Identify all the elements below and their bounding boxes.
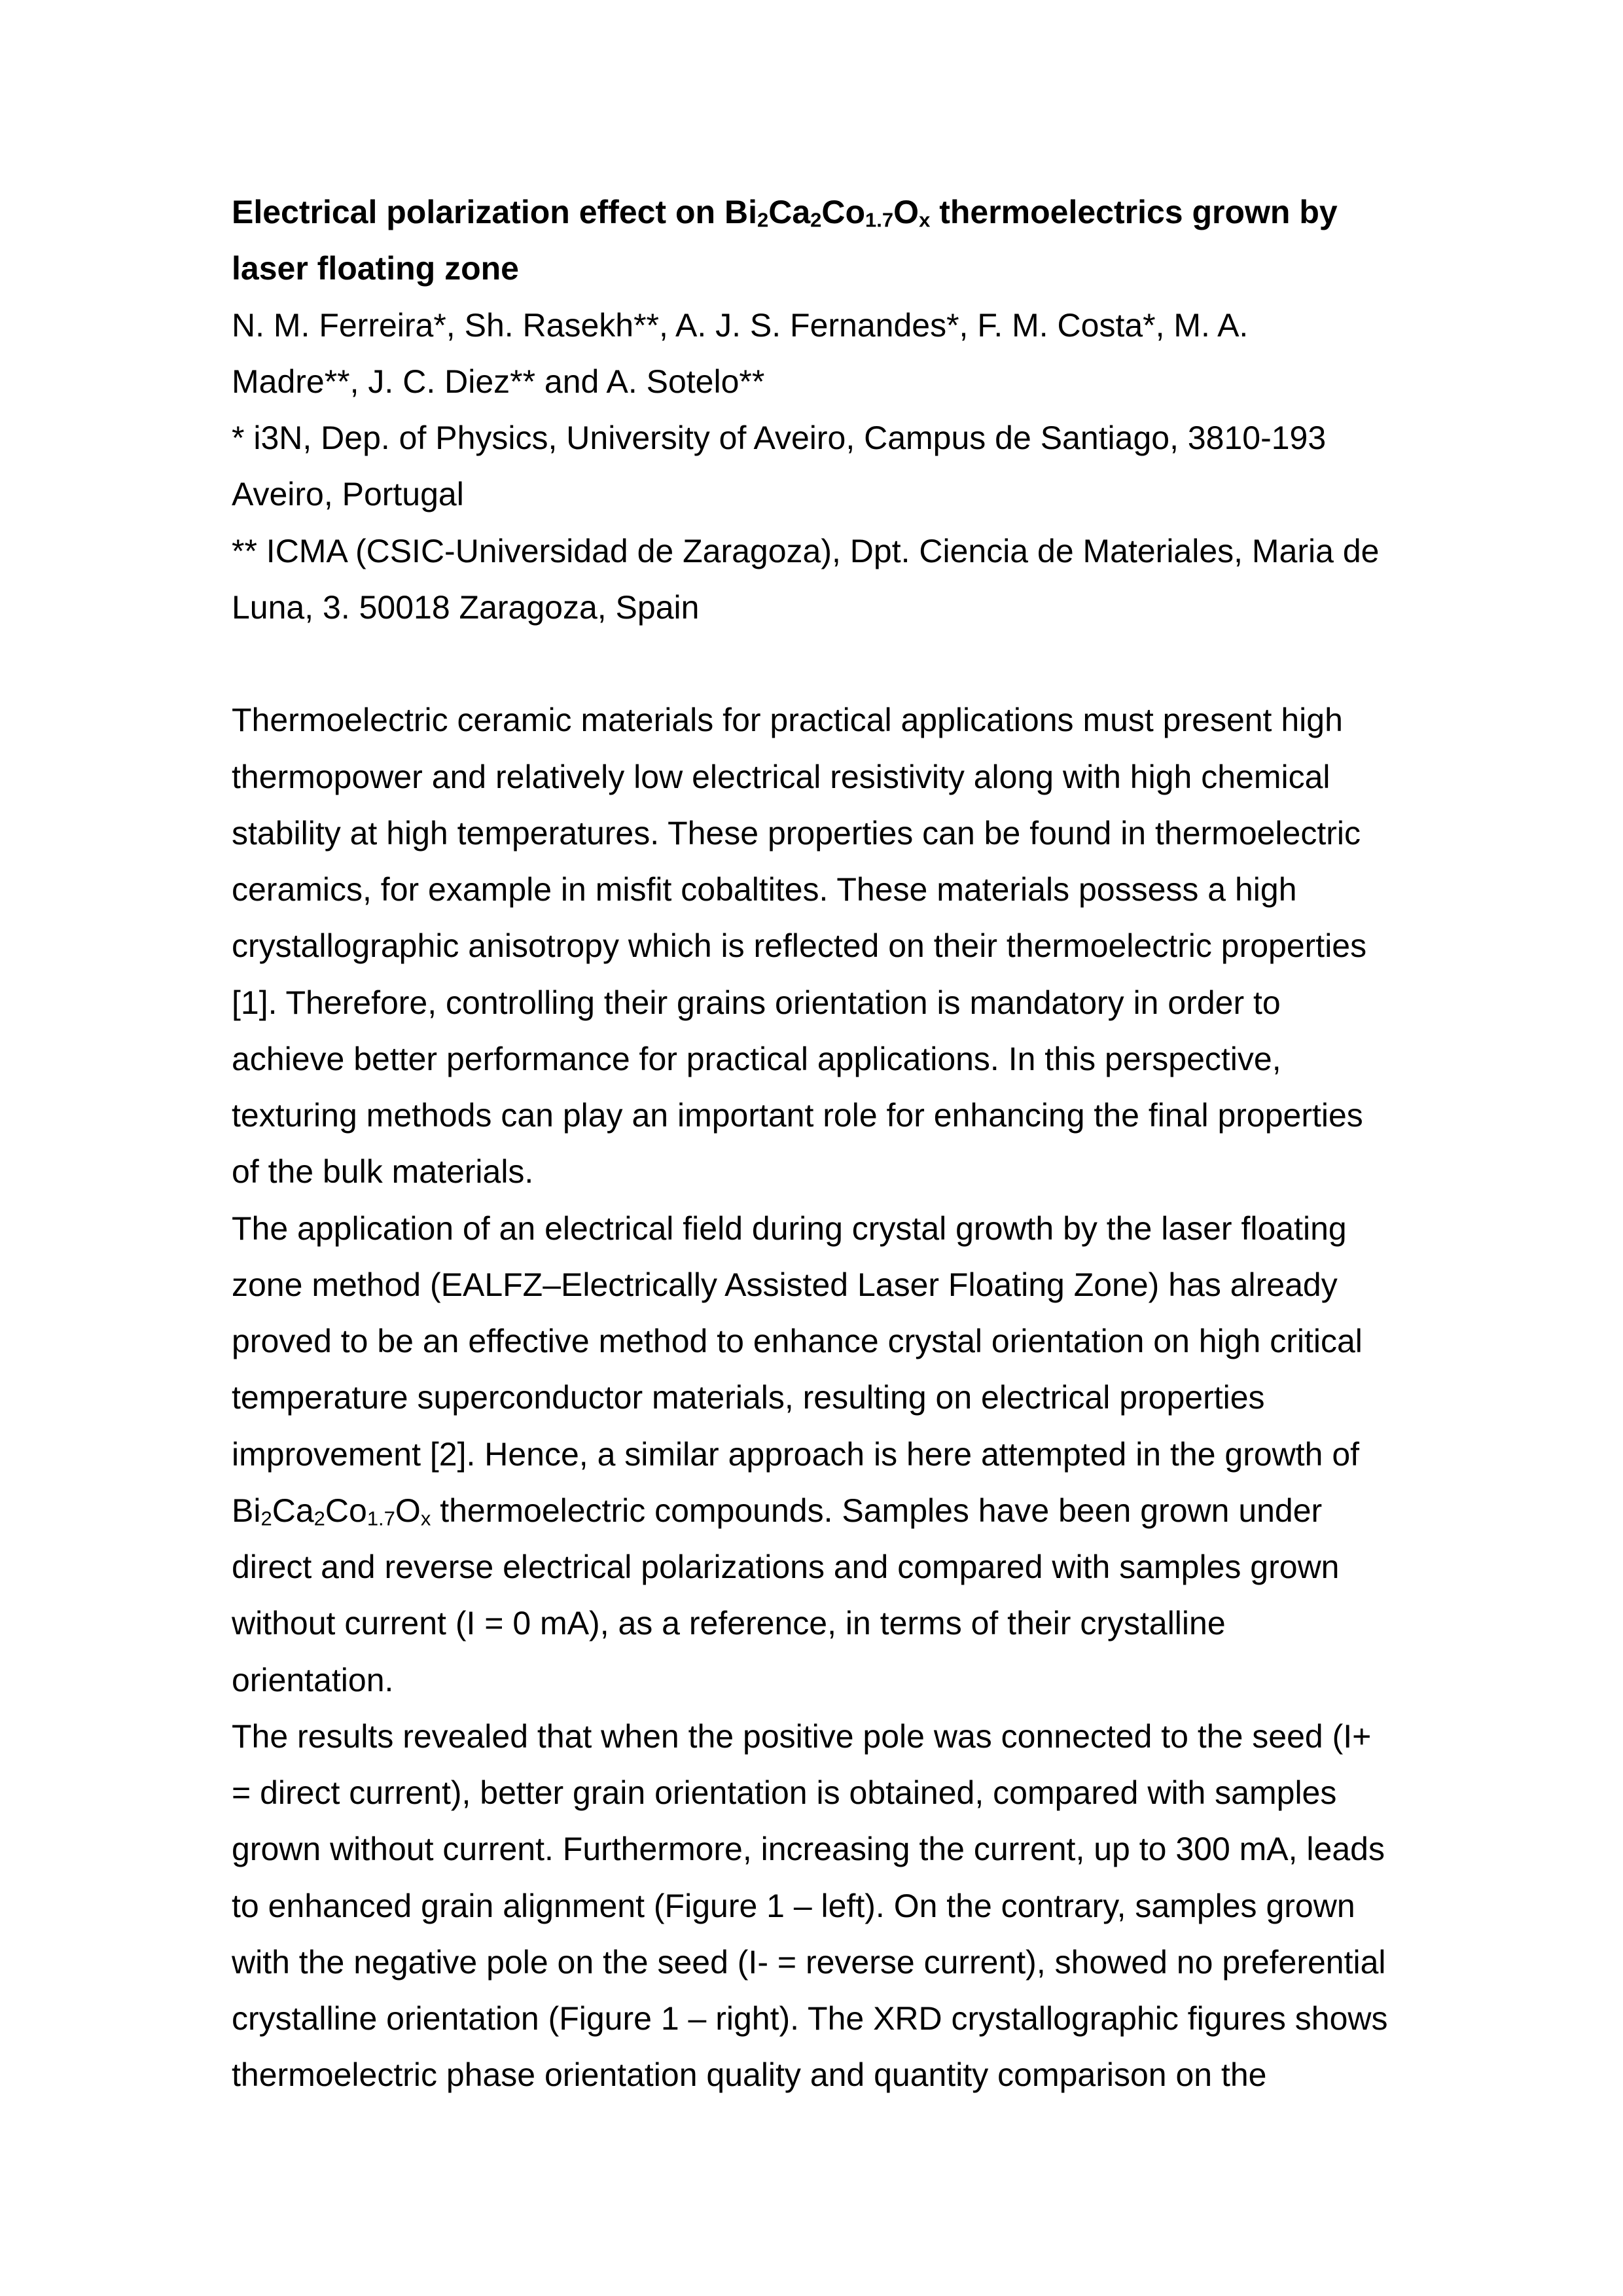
paper-title [232,184,1391,297]
abstract-body [232,692,1391,2103]
text-line: with the negative pole on the seed (I- = reverse current), showed no preferential [232,1943,1386,1981]
text-line: = direct current), better grain orientation is obtained, compared with samples [232,1774,1337,1811]
text-line: The application of an electrical field during crystal growth by the laser floating [232,1210,1347,1247]
text-line: crystallographic anisotropy which is reflected on their thermoelectric properties [232,927,1367,965]
text-line: ** ICMA (CSIC-Universidad de Zaragoza), Dpt. Ciencia de Materiales, Maria de [232,532,1380,569]
text-line: N. M. Ferreira*, Sh. Rasekh**, A. J. S. Fernandes*, F. M. Costa*, M. A. [232,306,1249,344]
paper-authors [232,297,1391,410]
text-line: proved to be an effective method to enhance crystal orientation on high critical [232,1323,1363,1359]
text-line: laser floating zone [232,250,519,287]
text-line: stability at high temperatures. These properties can be found in thermoelectric [232,814,1361,852]
text-line: orientation. [232,1661,394,1698]
text-line: improvement [2]. Hence, a similar approach is here attempted in the growth of [232,1435,1360,1473]
text-line: grown without current. Furthermore, increasing the current, up to 300 mA, leads [232,1831,1385,1868]
text-line: Thermoelectric ceramic materials for practical applications must present high [232,702,1343,739]
paper-affiliations [232,410,1391,636]
text-line: ceramics, for example in misfit cobaltites. These materials possess a high [232,871,1297,908]
text-line: crystalline orientation (Figure 1 – right). The XRD crystallographic figures shows [232,2000,1388,2037]
text-line: of the bulk materials. [232,1153,534,1191]
text-line: direct and reverse electrical polarizations and compared with samples grown [232,1549,1340,1585]
text-line: thermopower and relatively low electrical resistivity along with high chemical [232,758,1330,795]
text-line: to enhanced grain alignment (Figure 1 – left). On the contrary, samples grown [232,1887,1355,1924]
text-line: achieve better performance for practical applications. In this perspective, [232,1040,1281,1077]
text-line: The results revealed that when the positive pole was connected to the seed (I+ [232,1717,1372,1755]
text-line: * i3N, Dep. of Physics, University of Aveiro, Campus de Santiago, 3810-193 [232,420,1327,456]
text-line: Madre**, J. C. Diez** and A. Sotelo** [232,363,765,400]
text-line: without current (I = 0 mA), as a reference, in terms of their crystalline [232,1605,1226,1642]
text-line: Aveiro, Portugal [232,476,464,513]
text-line: thermoelectric phase orientation quality and quantity comparison on the [232,2056,1267,2094]
text-line [232,636,1391,692]
text-line: Electrical polarization effect on $Bi_2Ca_2Co_{1.7}O_x$ thermoelectrics grown by [232,194,1338,232]
blank-line [232,636,1391,692]
text-line: Luna, 3. 50018 Zaragoza, Spain [232,588,700,626]
text-line: zone method (EALFZ–Electrically Assisted Laser Floating Zone) has already [232,1266,1338,1303]
text-line: $Bi_2Ca_2Co_{1.7}O_x$ thermoelectric compounds. Samples have been grown under [232,1492,1323,1530]
text-line: [1]. Therefore, controlling their grains orientation is mandatory in order to [232,984,1281,1021]
text-line: temperature superconductor materials, resulting on electrical properties [232,1379,1265,1416]
text-line: texturing methods can play an important role for enhancing the final properties [232,1097,1363,1134]
manuscript-text-block [232,184,1391,2104]
